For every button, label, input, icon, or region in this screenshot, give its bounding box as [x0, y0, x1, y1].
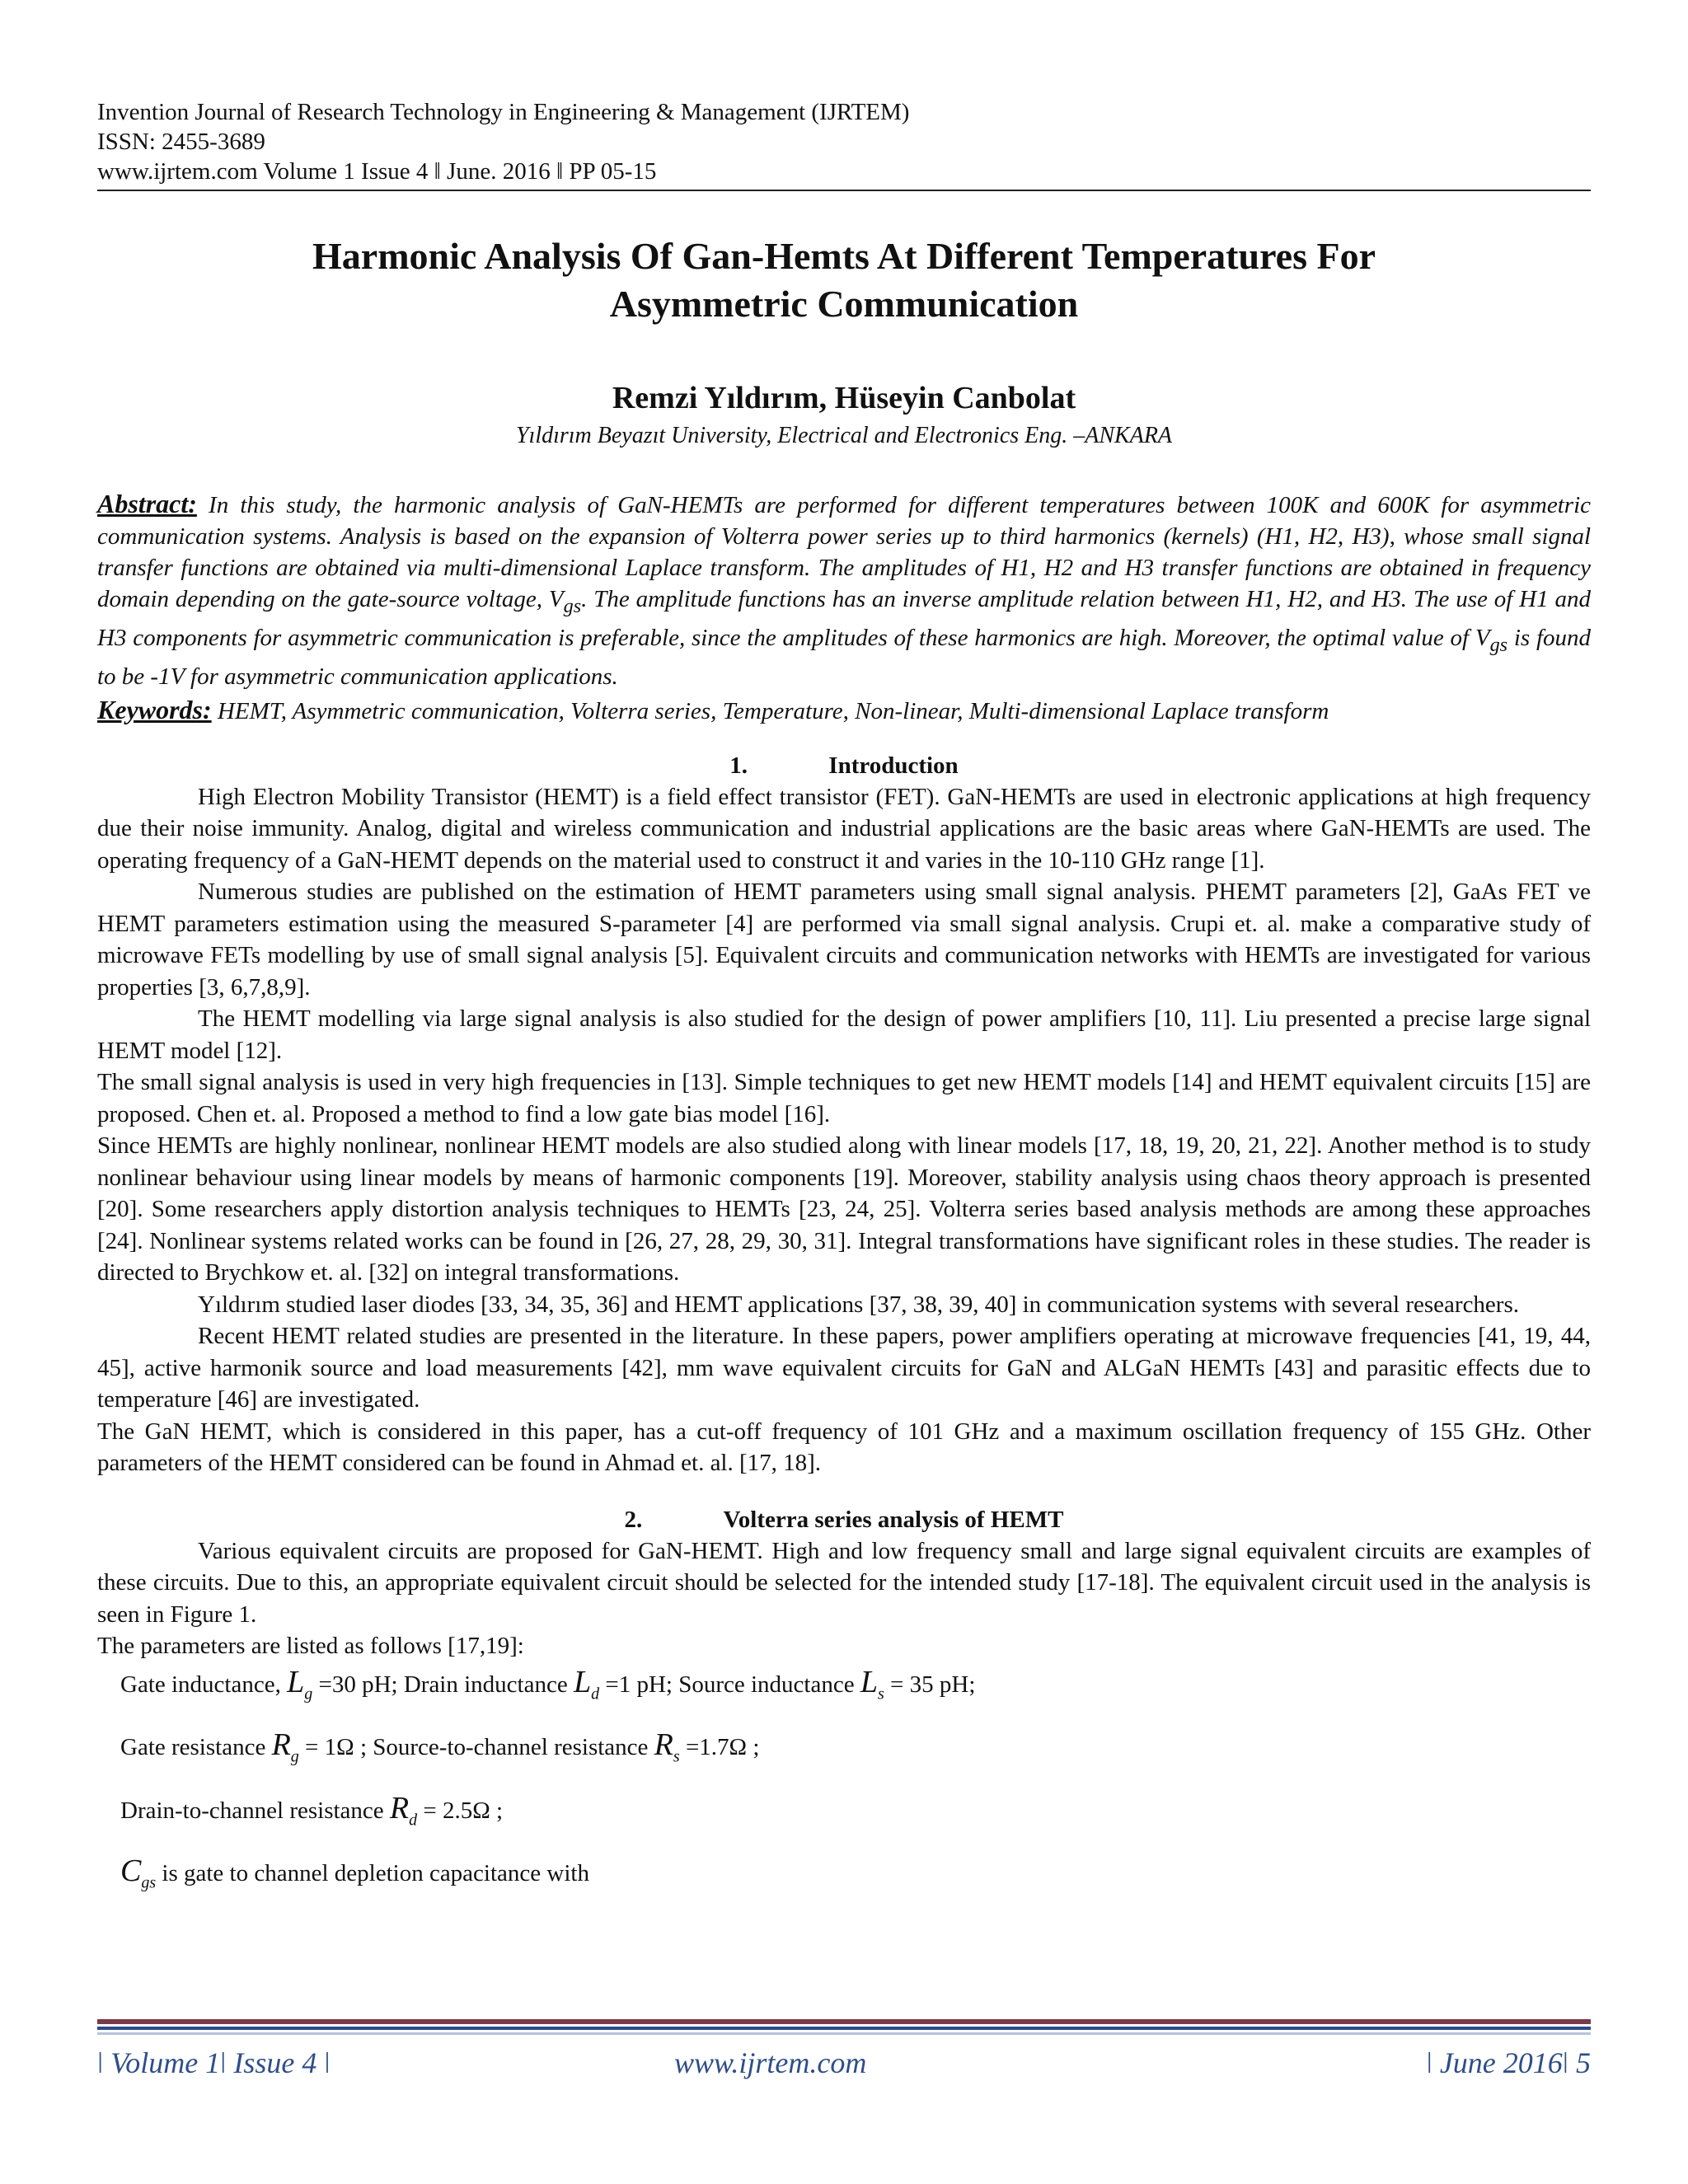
journal-header	[97, 97, 1591, 191]
footer-date-page: ǀ June 2016ǀ 5	[1426, 2046, 1591, 2079]
abstract-label: Abstract:	[97, 489, 197, 518]
symbol-subscript: g	[304, 1685, 313, 1704]
page-content	[97, 97, 1591, 1918]
volume-line: www.ijrtem.com Volume 1 Issue 4 ǁ June. 2016 ǁ PP 05-15	[97, 158, 657, 185]
footer-website-link[interactable]: www.ijrtem.com	[674, 2046, 867, 2079]
section-2-heading	[97, 1504, 1591, 1535]
parameter-list	[120, 1666, 1591, 1900]
abstract-sub-1: gs	[563, 594, 582, 617]
paragraph: Various equivalent circuits are proposed for GaN-HEMT. High and low frequency small and large signal equivalent circuits are examples of these circuits. Due to this, an appropriate equivalent circuit should be selected for the intended study [17-18]. The equivalent circuit used in the analysis is seen in Figure 1.	[97, 1537, 1591, 1628]
section-2-title: Volterra series analysis of HEMT	[723, 1506, 1064, 1533]
keywords-label: Keywords:	[97, 694, 212, 724]
symbol-ls	[860, 1664, 884, 1704]
section-2-body	[97, 1535, 1591, 1662]
affiliation: Yıldırım Beyazıt University, Electrical and Electronics Eng. –ANKARA	[515, 423, 1173, 448]
section-1-body	[97, 781, 1591, 1479]
paragraph: The HEMT modelling via large signal analysis is also studied for the design of power amplifiers [10, 11]. Liu presented a precise large signal HEMT model [12].	[97, 1005, 1591, 1064]
param-text: Drain-to-channel resistance	[120, 1797, 390, 1824]
symbol-subscript: s	[673, 1747, 680, 1766]
journal-name: Invention Journal of Research Technology in Engineering & Management (IJRTEM)	[97, 99, 910, 125]
abstract-text-3: is found to be -1V for asymmetric communication applications.	[97, 624, 1592, 690]
param-text: =1 pH; Source inductance	[599, 1671, 860, 1698]
section-1-number: 1.	[729, 752, 748, 779]
symbol-rg	[271, 1727, 299, 1766]
symbol-ld	[573, 1664, 600, 1704]
param-text: =1.7Ω ;	[679, 1734, 760, 1761]
keywords	[97, 694, 1591, 727]
symbol-cgs	[120, 1854, 157, 1892]
symbol-rd	[389, 1790, 418, 1830]
symbol-rs	[654, 1727, 680, 1766]
param-text: = 1Ω ; Source-to-channel resistance	[298, 1734, 654, 1761]
keywords-text: HEMT, Asymmetric communication, Volterra series, Temperature, Non-linear, Multi-dimensional Laplace transform	[211, 697, 1329, 724]
param-row-inductances	[120, 1666, 1591, 1711]
authors: Remzi Yıldırım, Hüseyin Canbolat	[612, 381, 1076, 415]
footer-volume-issue: ǀ Volume 1ǀ Issue 4 ǀ	[97, 2046, 331, 2079]
paragraph: Since HEMTs are highly nonlinear, nonlinear HEMT models are also studied along with linear models [17, 18, 19, 20, 21, 22]. Another method is to study nonlinear behaviour using linear models by means of harmonic components [19]. Moreover, stability analysis using chaos theory approach is presented [20]. Some researchers apply distortion analysis techniques to HEMTs [23, 24, 25]. Volterra series based analysis methods are among these approaches [24]. Nonlinear systems related works can be found in [26, 27, 28, 29, 30, 31]. Integral transformations have significant roles in these studies. The reader is directed to Brychkow et. al. [32] on integral transformations.	[97, 1132, 1591, 1286]
paragraph: The small signal analysis is used in very high frequencies in [13]. Simple techniques to get new HEMT models [14] and HEMT equivalent circuits [15] are proposed. Chen et. al. Proposed a method to find a low gate bias model [16].	[97, 1069, 1591, 1127]
paragraph: Recent HEMT related studies are presented in the literature. In these papers, power amplifiers operating at microwave frequencies [41, 19, 44, 45], active harmonik source and load measurements [42], mm wave equivalent circuits for GaN and ALGaN HEMTs [43] and parasitic effects due to temperature [46] are investigated.	[97, 1323, 1591, 1413]
paper-title	[97, 232, 1591, 328]
param-text: = 2.5Ω ;	[417, 1797, 504, 1824]
symbol-letter: R	[271, 1727, 291, 1763]
paragraph: The parameters are listed as follows [17,19]:	[97, 1633, 524, 1660]
paragraph: High Electron Mobility Transistor (HEMT) is a field effect transistor (FET). GaN-HEMTs are used in electronic applications at high frequency due their noise immunity. Analog, digital and wireless communication and industrial applications are the basic areas where GaN-HEMTs are used. The operating frequency of a GaN-HEMT depends on the material used to construct it and varies in the 10-110 GHz range [1].	[97, 783, 1591, 874]
symbol-subscript: d	[409, 1811, 418, 1830]
symbol-letter: C	[120, 1854, 142, 1889]
symbol-letter: L	[287, 1664, 305, 1699]
footer-rule-top	[97, 2019, 1591, 2024]
param-text: = 35 pH;	[884, 1671, 976, 1698]
symbol-letter: R	[389, 1790, 410, 1825]
symbol-letter: R	[654, 1727, 673, 1763]
header-rule	[97, 190, 1591, 191]
abstract-text-1: In this study, the harmonic analysis of GaN-HEMTs are performed for different temperatures between 100K and 600K for asymmetric communication systems. Analysis is based on the expansion of Volterra power series up to third harmonics (kernels) (H1, H2, H3), whose small signal transfer functions are obtained via multi-dimensional Laplace transform. The amplitudes of H1, H2 and H3 transfer functions are obtained in frequency domain depending on the gate-source voltage, V	[97, 492, 1591, 612]
title-line-2: Asymmetric Communication	[609, 283, 1079, 325]
abstract-sub-2: gs	[1489, 633, 1508, 656]
param-text: Gate inductance,	[120, 1671, 288, 1698]
abstract	[97, 488, 1591, 692]
section-1-heading	[97, 750, 1591, 781]
symbol-subscript: gs	[141, 1873, 157, 1892]
symbol-letter: L	[860, 1664, 878, 1699]
symbol-subscript: d	[591, 1685, 600, 1704]
title-line-1: Harmonic Analysis Of Gan-Hemts At Different Temperatures For	[312, 235, 1376, 277]
symbol-subscript: s	[877, 1685, 884, 1704]
issn: ISSN: 2455-3689	[97, 129, 265, 155]
section-2-number: 2.	[624, 1506, 643, 1533]
footer-rule-bottom	[97, 2032, 1591, 2035]
abstract-text-2: . The amplitude functions has an inverse amplitude relation between H1, H2, and H3. The use of H1 and H3 components for asymmetric communication is preferable, since the amplitudes of these harmonics are high. Moreover, the optimal value of V	[97, 586, 1591, 651]
section-1-title: Introduction	[828, 752, 959, 779]
page-footer	[97, 2046, 1591, 2082]
symbol-subscript: g	[290, 1747, 299, 1766]
footer-rule-middle	[97, 2027, 1591, 2030]
param-text: Gate resistance	[120, 1734, 272, 1761]
paragraph: The GaN HEMT, which is considered in this paper, has a cut-off frequency of 101 GHz and a maximum oscillation frequency of 155 GHz. Other parameters of the HEMT considered can be found in Ahmad et. al. [17, 18].	[97, 1418, 1591, 1477]
param-row-resistances	[120, 1728, 1591, 1774]
symbol-letter: L	[573, 1664, 592, 1699]
param-text: =30 pH; Drain inductance	[312, 1671, 574, 1698]
paragraph: Numerous studies are published on the estimation of HEMT parameters using small signal analysis. PHEMT parameters [2], GaAs FET ve HEMT parameters estimation using the measured S-parameter [4] are performed via small signal analysis. Crupi et. al. make a comparative study of microwave FETs modelling by use of small signal analysis [5]. Equivalent circuits and communication networks with HEMTs are investigated for various properties [3, 6,7,8,9].	[97, 879, 1591, 1001]
symbol-lg	[287, 1664, 313, 1704]
param-row-cgs	[120, 1854, 1591, 1900]
param-text: is gate to channel depletion capacitance with	[156, 1860, 589, 1887]
paragraph: Yıldırım studied laser diodes [33, 34, 35, 36] and HEMT applications [37, 38, 39, 40] in communication systems with several researchers.	[198, 1291, 1520, 1318]
param-row-drain-resistance	[120, 1792, 1591, 1837]
